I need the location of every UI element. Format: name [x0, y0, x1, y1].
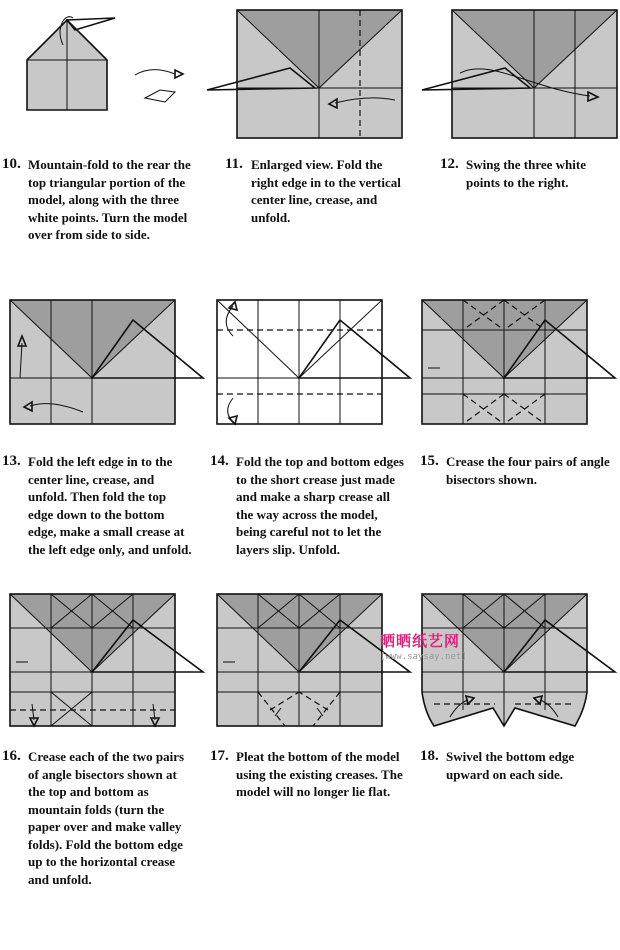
step-15-caption	[420, 453, 615, 488]
step-17-diagram	[215, 592, 415, 732]
step-14-text: Fold the top and bottom edges to the short crease just made and make a sharp crease all the way across the model, being careful not to let the layers slip. Unfold.	[236, 454, 404, 557]
step-13-number: 13.	[2, 453, 21, 469]
step-15-diagram	[420, 298, 620, 428]
step-16-text: Crease each of the two pairs of angle bisectors shown at the top and bottom as mountain folds (turn the paper over and make valley folds). Fold the bottom edge up to the horizontal crease and unfold.	[28, 749, 185, 887]
step-11-text: Enlarged view. Fold the right edge in to the vertical center line, crease, and unfold.	[251, 157, 401, 225]
step-11-caption	[225, 156, 405, 226]
step-18-caption	[420, 748, 615, 783]
step-12-diagram	[420, 8, 620, 143]
step-16-number: 16.	[2, 748, 21, 764]
step-16-caption	[2, 748, 192, 888]
step-10-number: 10.	[2, 156, 21, 172]
step-10-caption	[2, 156, 192, 244]
step-10-text: Mountain-fold to the rear the top triangular portion of the model, along with the three white points. Turn the model over from side to side.	[28, 157, 191, 242]
step-14-caption	[210, 453, 405, 558]
step-10-diagram	[25, 10, 195, 120]
step-14-number: 14.	[210, 453, 229, 469]
step-12-caption	[440, 156, 615, 191]
step-18-number: 18.	[420, 748, 439, 764]
step-12-text: Swing the three white points to the right.	[466, 157, 587, 190]
step-16-diagram	[8, 592, 208, 732]
step-12-number: 12.	[440, 156, 459, 172]
step-17-number: 17.	[210, 748, 229, 764]
step-13-diagram	[8, 298, 208, 428]
step-15-number: 15.	[420, 453, 439, 469]
step-18-diagram	[420, 592, 620, 732]
step-17-caption	[210, 748, 405, 801]
site-watermark	[380, 630, 490, 662]
step-13-text: Fold the left edge in to the center line, crease, and unfold. Then fold the top edge down to the bottom edge, make a small crease at the left edge only, and unfold.	[28, 454, 192, 557]
step-11-diagram	[205, 8, 405, 143]
step-11-number: 11.	[225, 156, 243, 172]
step-17-text: Pleat the bottom of the model using the existing creases. The model will no longer lie flat.	[236, 749, 403, 799]
watermark-title: 晒晒纸艺网	[380, 632, 461, 650]
step-18-text: Swivel the bottom edge upward on each side.	[446, 749, 575, 782]
step-13-caption	[2, 453, 192, 558]
step-15-text: Crease the four pairs of angle bisectors shown.	[446, 454, 610, 487]
step-14-diagram	[215, 298, 415, 428]
watermark-url: [www.saysay.net]	[380, 652, 467, 662]
